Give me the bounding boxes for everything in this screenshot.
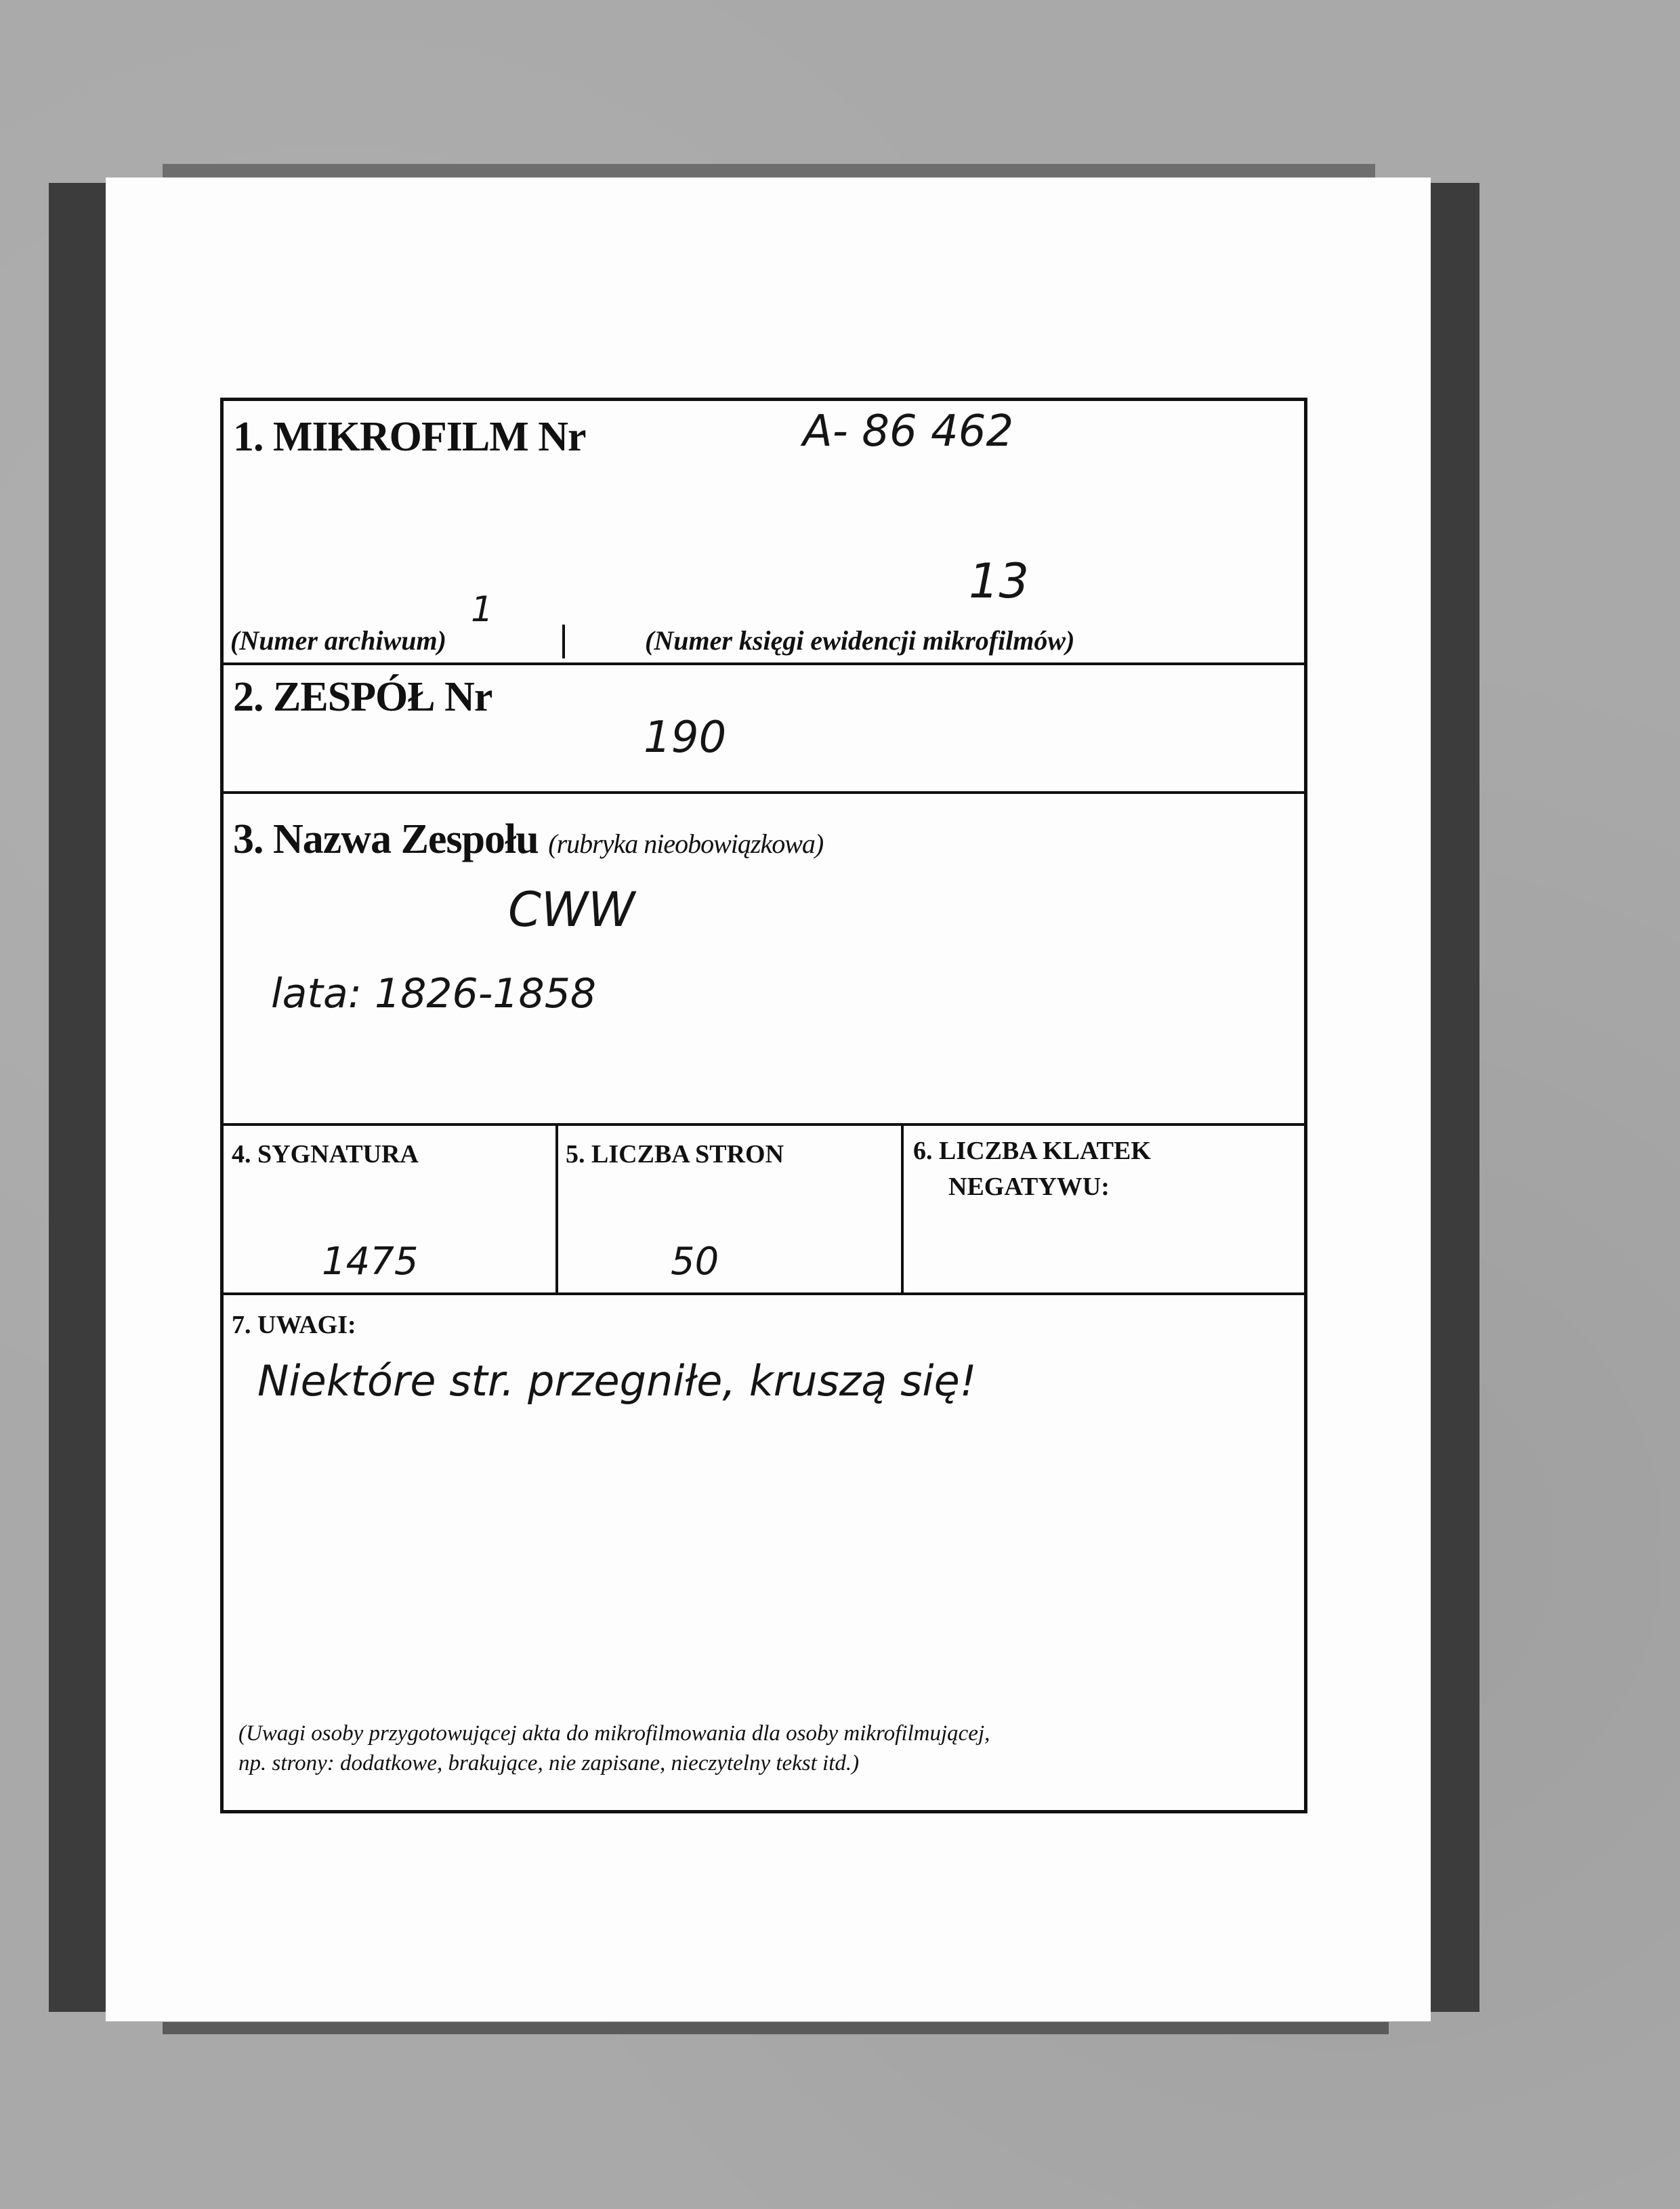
field-separator [562, 625, 565, 658]
frame-count-label-line2: NEGATYWU: [948, 1173, 1110, 1201]
fond-number-label: 2. ZESPÓŁ Nr [233, 674, 492, 720]
section-remarks [224, 1295, 1304, 1810]
film-frame-left [49, 183, 106, 2012]
register-number-label: (Numer księgi ewidencji mikrofilmów) [645, 625, 1075, 656]
archive-number-label: (Numer archiwum) [230, 625, 446, 656]
fond-name-label [233, 816, 823, 864]
fond-name-note: (rubryka nieobowiązkowa) [548, 828, 824, 859]
film-frame-right [1431, 183, 1479, 2012]
microfilm-number-label: 1. MIKROFILM Nr [233, 414, 586, 460]
film-frame-bottom [163, 2022, 1389, 2034]
column-divider [555, 1126, 558, 1292]
column-divider [901, 1126, 904, 1292]
microfilm-form [220, 398, 1307, 1813]
remarks-value: Niektóre str. przegniłe, kruszą się! [257, 1356, 977, 1406]
archive-number-value: 1 [471, 589, 494, 630]
microfilm-number-value: A- 86 462 [803, 406, 1014, 457]
signature-value: 1475 [322, 1240, 419, 1284]
fond-name-title: 3. Nazwa Zespołu [233, 816, 539, 862]
fond-years-value: lata: 1826-1858 [271, 970, 597, 1017]
page-count-label: 5. LICZBA STRON [566, 1140, 784, 1169]
section-microfilm-number [224, 401, 1304, 665]
fond-number-value: 190 [644, 713, 727, 763]
section-details [224, 1126, 1304, 1295]
signature-label: 4. SYGNATURA [232, 1140, 419, 1169]
fond-name-value: CWW [508, 882, 635, 938]
remarks-label: 7. UWAGI: [232, 1311, 356, 1339]
section-fond-number [224, 665, 1304, 794]
section-fond-name [224, 794, 1304, 1126]
frame-count-label-line1: 6. LICZBA KLATEK [913, 1137, 1151, 1165]
register-number-value: 13 [969, 553, 1030, 609]
page-count-value: 50 [671, 1240, 719, 1284]
remarks-footnote [238, 1719, 1295, 1778]
film-frame-top [163, 164, 1375, 177]
remarks-footnote-line1: (Uwagi osoby przygotowującej akta do mikrofilmowania dla osoby mikrofilmującej, [238, 1721, 990, 1746]
remarks-footnote-line2: np. strony: dodatkowe, brakujące, nie zapisane, nieczytelny tekst itd.) [238, 1751, 860, 1775]
